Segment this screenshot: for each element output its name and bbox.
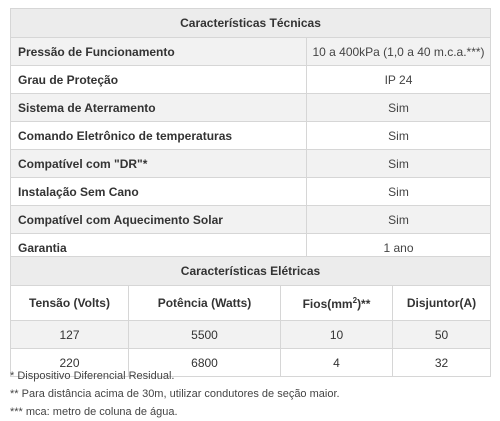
spec-label: Garantia xyxy=(11,234,307,262)
table-row xyxy=(11,321,491,349)
spec-value: Sim xyxy=(307,178,491,206)
cell-tensao: 127 xyxy=(11,321,129,349)
column-header-potencia: Potência (Watts) xyxy=(129,286,281,321)
spec-row xyxy=(11,206,491,234)
column-header-disjuntor: Disjuntor(A) xyxy=(393,286,491,321)
footnote: *** mca: metro de coluna de água. xyxy=(10,406,178,418)
footnotes xyxy=(10,367,340,421)
spec-value: Sim xyxy=(307,94,491,122)
spec-value: IP 24 xyxy=(307,66,491,94)
spec-label: Compatível com "DR"* xyxy=(11,150,307,178)
fios-prefix: Fios(mm xyxy=(302,296,353,311)
spec-value: Sim xyxy=(307,206,491,234)
electrical-header-row xyxy=(11,286,491,321)
column-header-tensao: Tensão (Volts) xyxy=(11,286,129,321)
cell-potencia: 6800 xyxy=(129,349,281,377)
technical-specs-title: Características Técnicas xyxy=(11,9,491,38)
spec-row xyxy=(11,178,491,206)
footnote: * Dispositivo Diferencial Residual. xyxy=(10,370,175,382)
spec-value: 1 ano xyxy=(307,234,491,262)
spec-row xyxy=(11,122,491,150)
spec-label: Instalação Sem Cano xyxy=(11,178,307,206)
spec-row xyxy=(11,94,491,122)
electrical-specs-table xyxy=(10,256,491,377)
cell-disjuntor: 50 xyxy=(393,321,491,349)
electrical-specs-title: Características Elétricas xyxy=(11,257,491,286)
cell-potencia: 5500 xyxy=(129,321,281,349)
spec-label: Pressão de Funcionamento xyxy=(11,38,307,66)
cell-disjuntor: 32 xyxy=(393,349,491,377)
technical-specs-table xyxy=(10,8,491,262)
footnote: ** Para distância acima de 30m, utilizar condutores de seção maior. xyxy=(10,388,340,400)
cell-fios: 10 xyxy=(281,321,393,349)
spec-value: Sim xyxy=(307,150,491,178)
spec-label: Sistema de Aterramento xyxy=(11,94,307,122)
spec-value: 10 a 400kPa (1,0 a 40 m.c.a.***) xyxy=(307,38,491,66)
spec-row xyxy=(11,38,491,66)
spec-label: Comando Eletrônico de temperaturas xyxy=(11,122,307,150)
spec-label: Grau de Proteção xyxy=(11,66,307,94)
spec-row xyxy=(11,150,491,178)
spec-value: Sim xyxy=(307,122,491,150)
fios-superscript: 2 xyxy=(352,295,358,305)
spec-row xyxy=(11,66,491,94)
fios-suffix: )** xyxy=(357,296,371,311)
cell-tensao: 220 xyxy=(11,349,129,377)
column-header-fios xyxy=(281,286,393,321)
spec-label: Compatível com Aquecimento Solar xyxy=(11,206,307,234)
cell-fios: 4 xyxy=(281,349,393,377)
